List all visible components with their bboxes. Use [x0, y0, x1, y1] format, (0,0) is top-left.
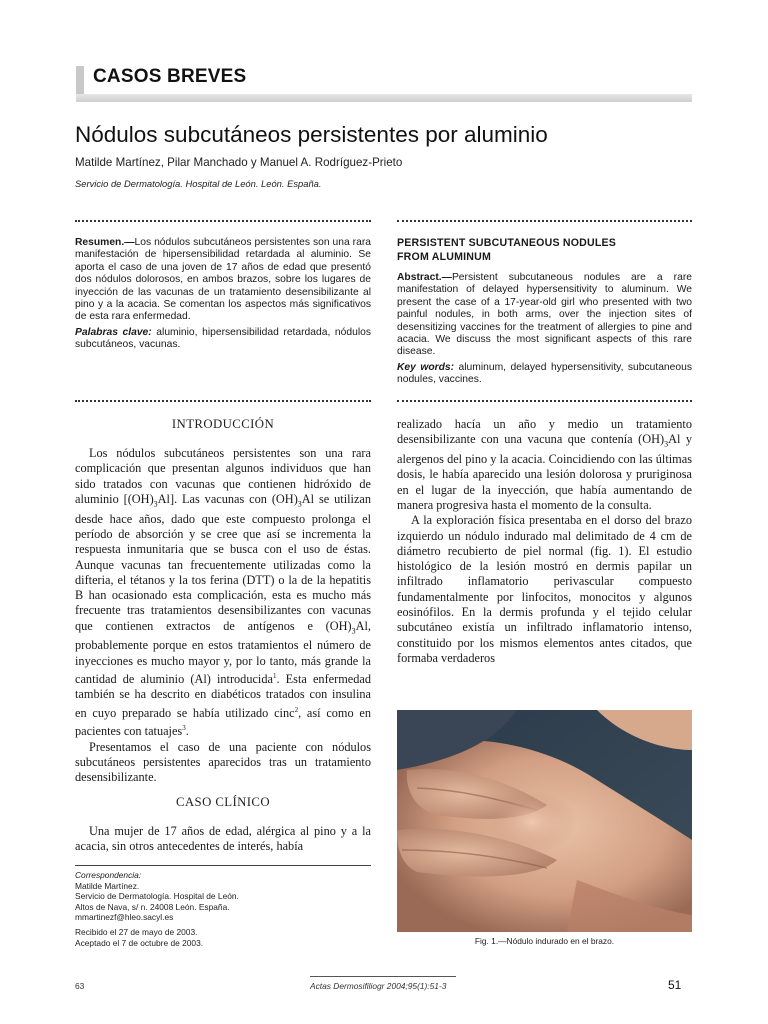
article-affiliation: Servicio de Dermatología. Hospital de León. León. España. — [75, 178, 322, 189]
intro-text: . — [185, 724, 189, 739]
caso-text: realizado hacía un año y medio un tratamiento desensibilizante con una vacuna que contenía (OH) — [397, 417, 692, 447]
accepted-date: Aceptado el 7 de octubre de 2003. — [75, 937, 204, 948]
abstract-en-keywords-label: Key words: — [397, 361, 455, 373]
figure-caption: Fig. 1.—Nódulo indurado en el brazo. — [474, 936, 615, 946]
resumen-text: Los nódulos subcutáneos persistentes son una rara manifestación de hipersensibilidad retardada al aluminio. Se aporta el caso de una joven de 17 años de edad que presentó dos nódulos dolorosos, en ambos brazos, sobre los lugares de inyección de las vacunas de un tratamiento desensibilizante al pino y a la acacia. Se comentan los aspectos más significativos de esta rara enfermedad. — [75, 237, 371, 323]
abstract-en-keywords-text: aluminum, delayed hypersensitivity, subcutaneous nodules, vaccines. — [397, 361, 692, 386]
correspondence-line2: Altos de Nava, s/ n. 24008 León. España. — [75, 901, 230, 912]
abstract-en-block — [397, 236, 692, 387]
subscript: 3 — [664, 439, 669, 449]
resumen-paragraph — [75, 237, 371, 324]
abstract-en-text: Persistent subcutaneous nodules are a rare manifestation of delayed hypersensitivity to aluminum. We present the case of a 17-year-old girl who presented with two painful nodules, in both arms, over the injection sites of desensitizing vaccines for the treatment of allergies to pine and acacia. We discuss the most significant aspects of this rare disease. — [397, 272, 692, 358]
dotted-separator — [75, 400, 371, 402]
correspondence-line1: Servicio de Dermatología. Hospital de León. — [75, 891, 239, 902]
caso-paragraph-1-start: Una mujer de 17 años de edad, alérgica al pino y a la acacia, sin otros antecedentes de interés, había — [75, 824, 371, 854]
abstract-en-label: Abstract.— — [397, 272, 452, 283]
resumen-keywords-text: aluminio, hipersensibilidad retardada, nódulos subcutáneos, vacunas. — [75, 326, 371, 351]
reference-1: 1 — [272, 672, 277, 681]
resumen-label: Resumen.— — [75, 237, 135, 248]
received-date: Recibido el 27 de mayo de 2003. — [75, 926, 198, 937]
intro-text: , así como en pacientes con tatuajes — [75, 705, 371, 739]
resumen-keywords — [75, 327, 371, 352]
abstract-en-paragraph — [397, 272, 692, 359]
footer-rule — [310, 976, 456, 977]
subscript: 3 — [351, 626, 356, 636]
caso-text: Al y alergenos del pino y la acacia. Coincidiendo con las últimas dosis, le había aparecido una lesión dolorosa y pruriginosa en el lugar de la inyección, que había aumentando de manera progresiva hasta el momento de la consulta. — [397, 432, 692, 512]
article-title: Nódulos subcutáneos persistentes por aluminio — [75, 122, 548, 147]
abstract-en-title-1: PERSISTENT SUBCUTANEOUS NODULES — [397, 237, 617, 249]
abstract-en-title-2: FROM ALUMINUM — [397, 251, 492, 263]
abstract-en-keywords — [397, 362, 692, 387]
reference-3: 3 — [182, 724, 186, 733]
footer-page-number: 51 — [668, 978, 682, 992]
intro-paragraph-1 — [75, 446, 371, 740]
reference-2: 2 — [294, 705, 299, 714]
intro-text: Al]. Las vacunas con (OH) — [157, 491, 298, 506]
heading-caso-clinico: CASO CLÍNICO — [175, 795, 271, 809]
caso-body-right — [397, 417, 692, 666]
intro-text: . Esta enfermedad también se ha descrito en diabéticos tratados con insulina en cuyo preparado se había utilizado cinc — [75, 672, 371, 720]
intro-paragraph-2: Presentamos el caso de una paciente con nódulos subcutáneos persistentes aparecidos tras un tratamiento desensibilizante. — [75, 739, 371, 785]
subscript: 3 — [297, 499, 302, 509]
section-bar-horizontal — [76, 94, 692, 102]
figure-photo — [397, 710, 692, 932]
dotted-separator — [75, 220, 371, 222]
caso-body-left — [75, 824, 371, 855]
intro-text: Al se utilizan desde hace años, dado que este compuesto prolonga el período de absorción y se cree que así se incrementa la respuesta inmunitaria que se busca con el uso de éstas. Aunque vacunas tan frecuentemente utilizadas como la difteria, el tétanos y la tos ferina (DTT) o la de la hepatitis B han ocasionado esta complicación, esta es mucho más frecuente tras tratamientos desensibilizantes con vacunas que contienen extractos de antígenos e (OH) — [75, 491, 372, 633]
caso-paragraph-2: A la exploración física presentaba en el dorso del brazo izquierdo un nódulo indurado mal delimitado de 4 cm de diámetro recubierto de piel normal (fig. 1). El estudio histológico de la lesión mostró en dermis papilar un infiltrado inflamatorio perivascular compuesto fundamentalmente por linfocitos, monocitos y algunos eosinófilos. En la dermis profunda y el tejido celular subcutáneo existía un infiltrado inflamatorio intenso, constituido por los mismos elementos antes citados, que formaba verdaderos — [397, 513, 692, 665]
subscript: 3 — [153, 499, 158, 509]
footer-page-left: 63 — [75, 981, 85, 991]
resumen-keywords-label: Palabras clave: — [75, 326, 152, 338]
correspondence-name: Matilde Martínez. — [75, 880, 140, 891]
intro-text: Al, probablemente porque en estos tratamientos el número de inyecciones es mucho mayor y, por lo tanto, más grande la cantidad de aluminio (Al) introducida — [75, 618, 371, 687]
correspondence-block — [75, 870, 371, 948]
footnote-rule — [75, 865, 371, 866]
correspondence-email[interactable]: mmartinezf@hleo.sacyl.es — [75, 912, 174, 923]
correspondence-label: Correspondencia: — [75, 870, 142, 880]
dotted-separator — [397, 400, 692, 402]
section-header — [76, 66, 692, 102]
heading-introduccion: INTRODUCCIÓN — [171, 417, 275, 431]
intro-text: Los nódulos subcutáneos persistentes son una rara complicación que presentan algunos individuos que han sido tratados con vacunas que contienen hidróxido de aluminio [(OH) — [75, 446, 371, 506]
resumen-block — [75, 237, 371, 352]
section-title: CASOS BREVES — [93, 66, 247, 87]
caso-paragraph-1-cont — [397, 417, 692, 513]
dotted-separator — [397, 220, 692, 222]
intro-body — [75, 446, 371, 785]
footer-journal-citation: Actas Dermosifiliogr 2004;95(1):51-3 — [310, 981, 447, 991]
article-authors: Matilde Martínez, Pilar Manchado y Manuel A. Rodríguez-Prieto — [75, 156, 403, 169]
arm-nodule-image — [397, 710, 692, 932]
